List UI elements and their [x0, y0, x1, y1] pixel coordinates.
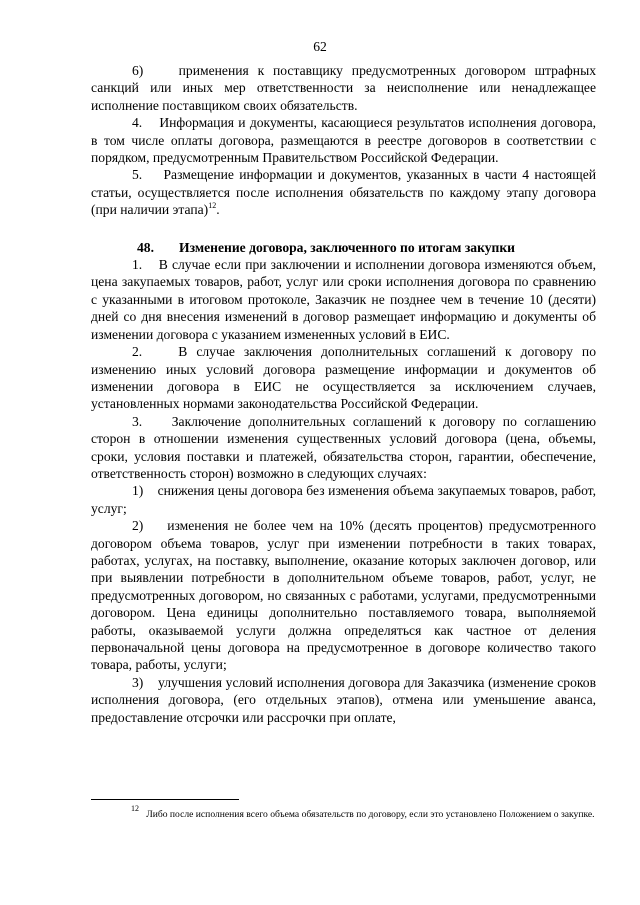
item-text: применения к поставщику предусмотренных договором штрафных санкций или иных мер ответственности за неисполнение или ненадлежащее исполнение поставщиком своих обязательств. [91, 63, 596, 113]
item-marker: 5. [132, 167, 143, 183]
item-text: Информация и документы, касающиеся результатов исполнения договора, в том числе оплаты договора, размещаются в реестре договоров в соответствии с порядком, предусмотренным Правительством Российской Федерации. [91, 115, 596, 166]
page-body [91, 62, 596, 726]
list-item [91, 256, 596, 343]
item-text: В случае если при заключении и исполнении договора изменяются объем, цена закупаемых товаров, работ, услуг или сроки исполнения договора по сравнению с указанными в итоговом протоколе, Заказчик не позднее чем в течение 10 (десяти) дней со дня внесения изменений в договор размещает информацию и документы об изменении договора с указанием измененных условий в ЕИС. [91, 257, 596, 342]
item-marker: 2. [132, 344, 143, 360]
item-text: В случае заключения дополнительных соглашений к договору по изменению иных условий договора размещение информации и документов об изменении договора в ЕИС не осуществляется за исключением случаев, установленных нормами законодательства Российской Федерации. [91, 344, 597, 412]
section-number: 48. [137, 239, 154, 255]
item-marker: 4. [132, 115, 143, 131]
item-marker: 3. [132, 413, 143, 429]
list-item [91, 413, 596, 483]
item-text: Заключение дополнительных соглашений к договору по соглашению сторон в отношении изменения существенных условий договора (цена, объемы, сроки, условия поставки и платежей, обязательства сторон, гарантии, обеспечение, ответственность сторон) возможно в следующих случаях: [91, 413, 597, 481]
section-title: Изменение договора, заключенного по итогам закупки [179, 239, 516, 255]
footnote-ref: 12 [208, 201, 217, 211]
list-item [91, 343, 596, 413]
list-item [91, 517, 596, 674]
item-text: снижения цены договора без изменения объема закупаемых товаров, работ, услуг; [91, 483, 596, 516]
item-marker: 3) [132, 674, 144, 690]
list-item [91, 674, 596, 726]
page-number: 62 [313, 39, 327, 54]
section-heading [91, 239, 596, 256]
item-text: Размещение информации и документов, указанных в части 4 настоящей статьи, осуществляется после исполнения обязательств по каждому этапу договора (при наличии этапа) [91, 167, 597, 218]
list-item [91, 62, 596, 114]
item-marker: 1. [132, 257, 143, 273]
item-text: улучшения условий исполнения договора для Заказчика (изменение сроков исполнения договора, (его отдельных этапов), отмена или уменьшение аванса, предоставление отсрочки или рассрочки при оплате, [91, 674, 597, 725]
list-item [91, 166, 596, 218]
footnote-divider [91, 799, 239, 800]
list-item [91, 114, 596, 166]
item-text: изменения не более чем на 10% (десять процентов) предусмотренного договором объема товаров, услуг при изменении потребности в таких товарах, работах, услугах, на поставку, выполнение, оказание которых заключен договор, или при выявлении потребности в дополнительном объеме товаров, работ, услуг, не предусмотренных договором, но связанных с работами, услугами, предусмотренными договором. Цена единицы дополнительно поставляемого товара, выполняемой работы, оказываемой услуги должна определяться как частное от деления первоначальной цены договора на предусмотренное в договоре количество такого товара, работы, услуги; [91, 518, 596, 673]
footnote-number: 12 [131, 804, 139, 813]
item-marker: 6) [132, 63, 144, 78]
item-marker: 2) [132, 518, 144, 534]
item-tail: . [216, 202, 220, 218]
footnote-text: Либо после исполнения всего объема обязательств по договору, если это установлено Положением о закупке. [146, 809, 595, 820]
footnote [91, 804, 596, 821]
list-item [91, 482, 596, 517]
item-marker: 1) [132, 483, 144, 499]
